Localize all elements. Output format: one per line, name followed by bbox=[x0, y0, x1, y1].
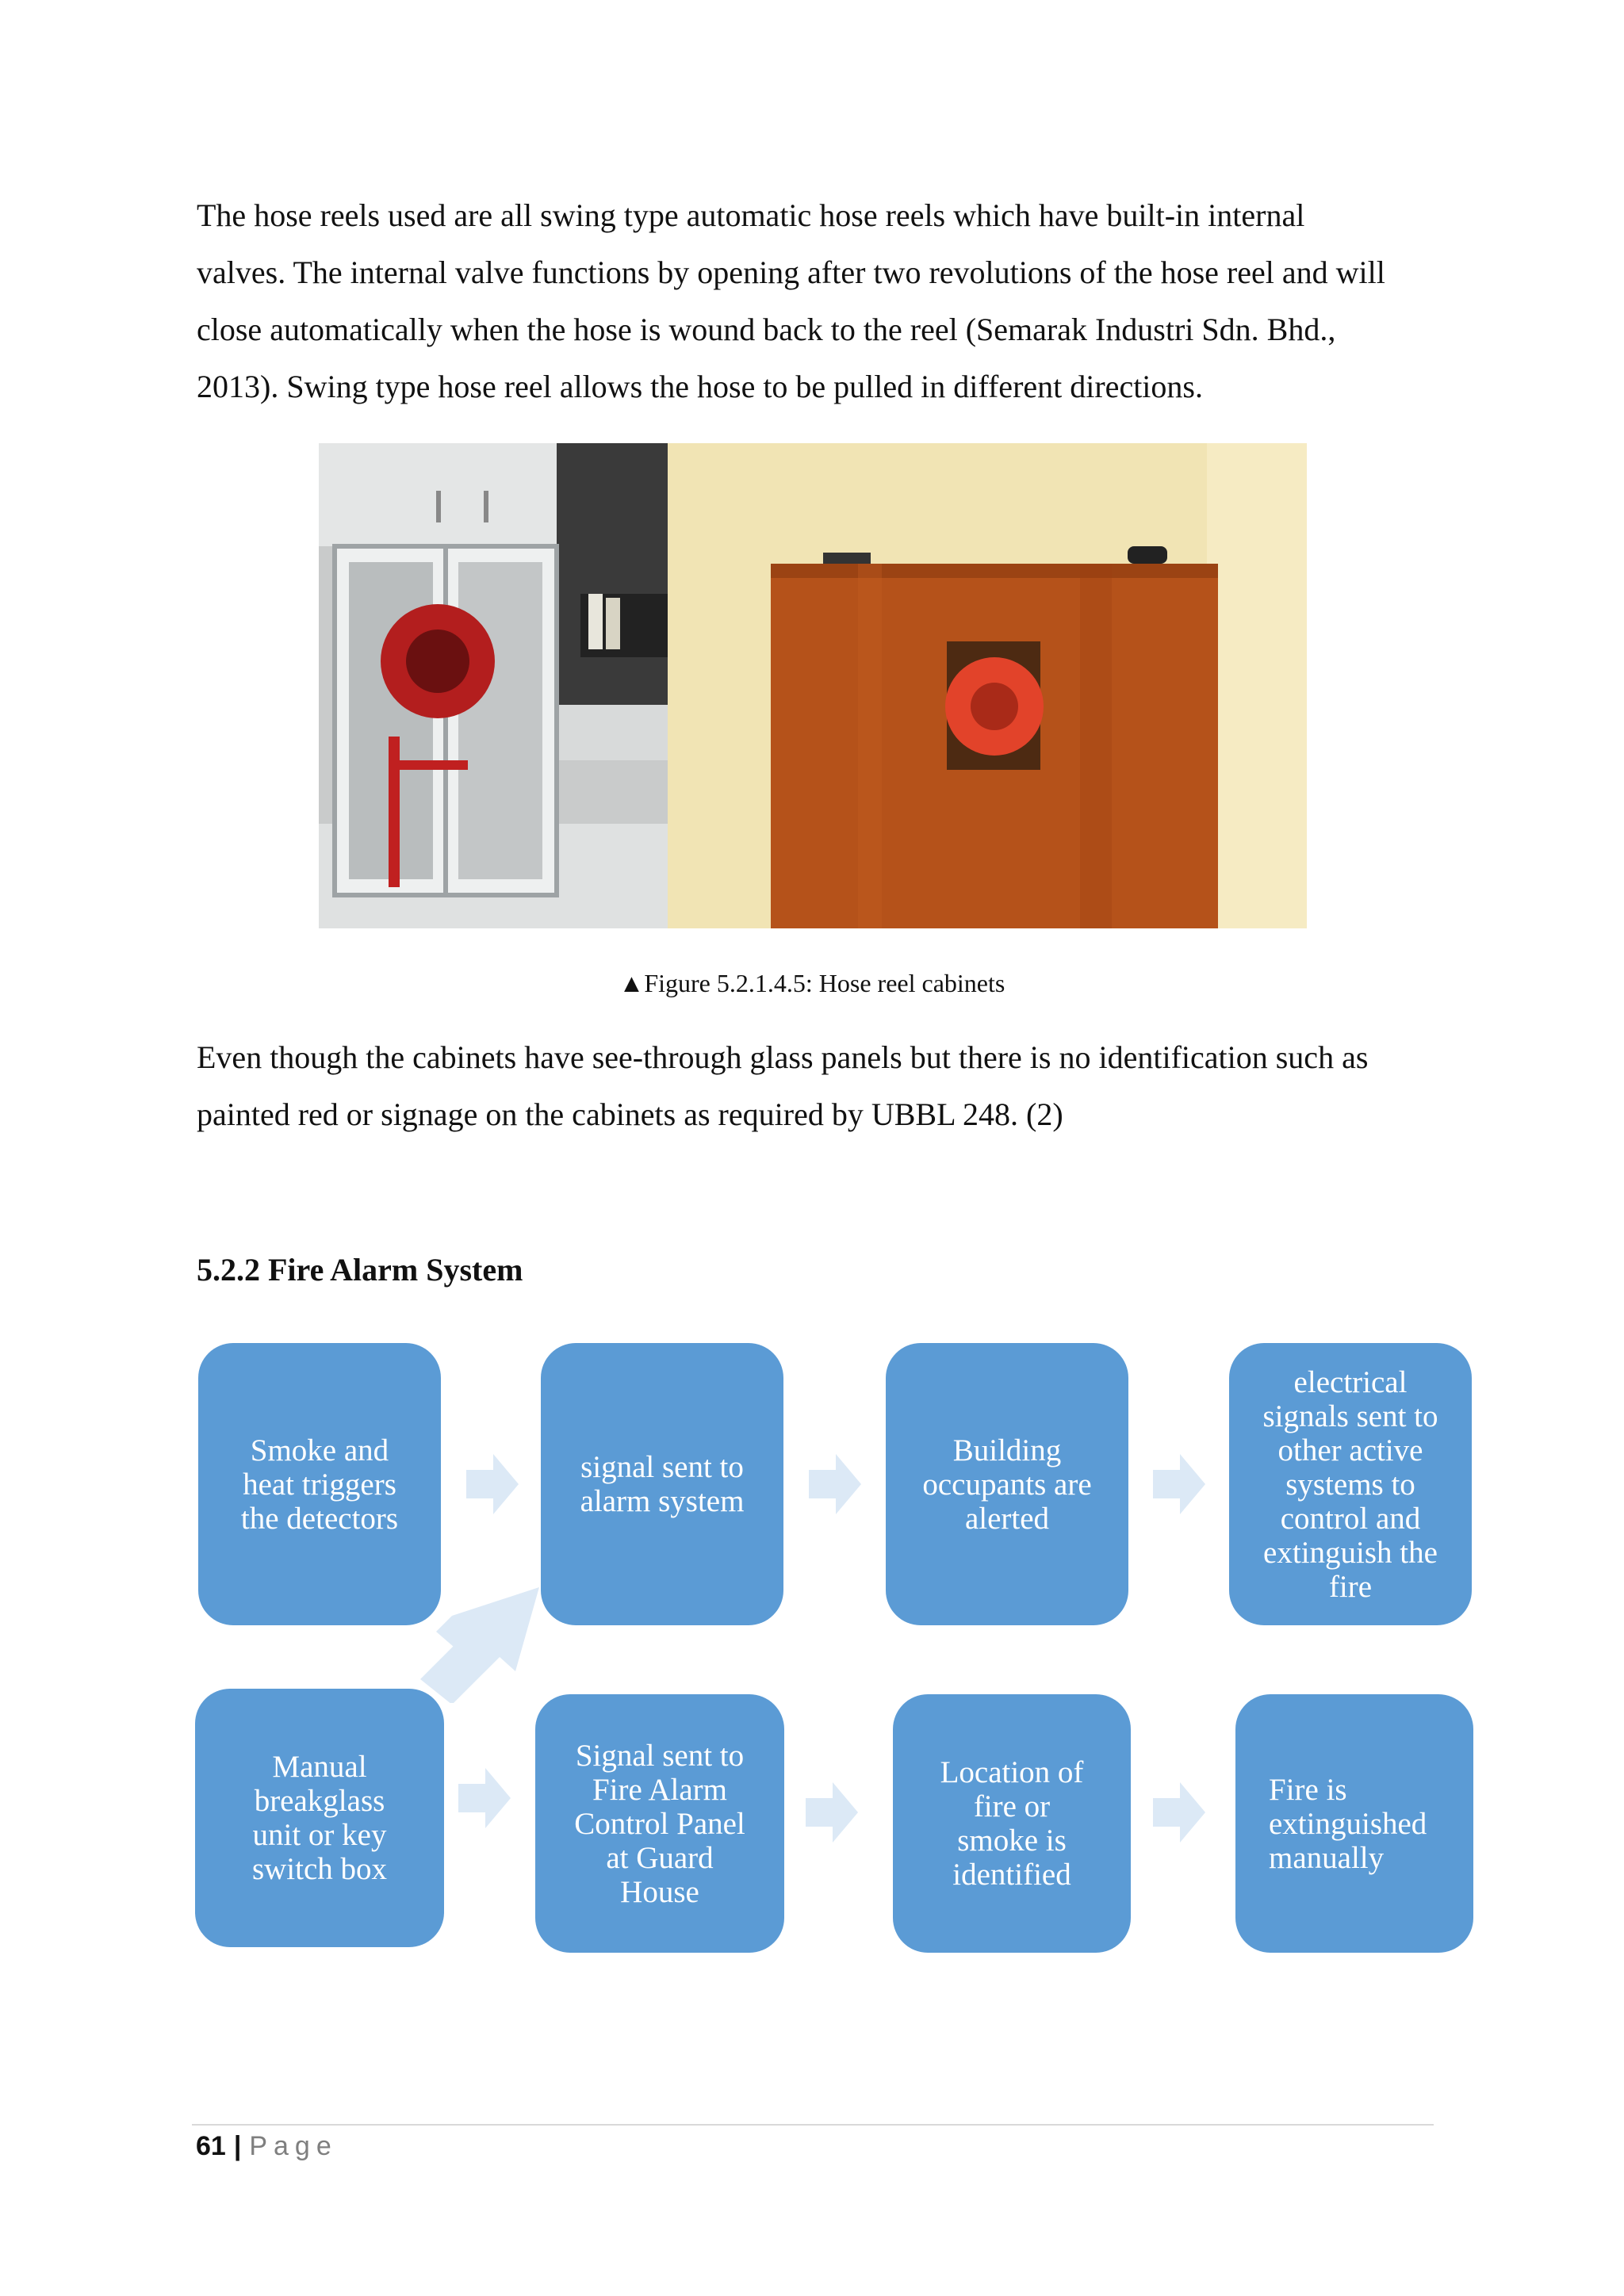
flow-box-signal-alarm-system bbox=[541, 1343, 783, 1625]
flow-box-location-identified bbox=[893, 1694, 1131, 1953]
page-label: Page bbox=[249, 2131, 338, 2161]
flow-arrow-icon bbox=[1153, 1454, 1205, 1514]
page-number: 61 bbox=[196, 2131, 226, 2161]
footer-divider bbox=[192, 2124, 1434, 2126]
photo-glass-cabinet bbox=[319, 443, 668, 928]
flow-box-text: Location of fire or smoke is identified bbox=[940, 1755, 1084, 1892]
flow-box-manual-breakglass bbox=[195, 1689, 444, 1947]
flow-arrow-icon bbox=[1153, 1782, 1205, 1843]
flow-box-text: signal sent to alarm system bbox=[580, 1450, 745, 1518]
flow-box-text: Manual breakglass unit or key switch box bbox=[251, 1750, 388, 1886]
flow-arrow-icon bbox=[458, 1768, 511, 1828]
flow-box-text: Building occupants are alerted bbox=[922, 1433, 1092, 1536]
flow-box-occupants-alerted bbox=[886, 1343, 1128, 1625]
section-heading: 5.2.2 Fire Alarm System bbox=[197, 1252, 523, 1288]
text-line: valves. The internal valve functions by opening after two revolutions of the hose reel and will bbox=[197, 254, 1385, 290]
text-line: Even though the cabinets have see-through glass panels but there is no identification such as bbox=[197, 1039, 1369, 1075]
figure-caption: ▲Figure 5.2.1.4.5: Hose reel cabinets bbox=[619, 969, 1005, 997]
text-line: painted red or signage on the cabinets as required by UBBL 248. (2) bbox=[197, 1096, 1063, 1132]
flow-box-signal-fire-alarm-panel bbox=[535, 1694, 784, 1953]
text-line: 2013). Swing type hose reel allows the hose to be pulled in different directions. bbox=[197, 369, 1203, 404]
footer-separator: | bbox=[233, 2131, 242, 2161]
flow-arrow-icon bbox=[809, 1454, 861, 1514]
flow-box-text: Fire is extinguished manually bbox=[1269, 1772, 1427, 1875]
flow-box-electrical-signals bbox=[1229, 1343, 1472, 1625]
flow-box-text: Signal sent to Fire Alarm Control Panel at Guard House bbox=[574, 1738, 745, 1909]
text-line: close automatically when the hose is wound back to the reel (Semarak Industri Sdn. Bhd., bbox=[197, 312, 1336, 347]
flow-box-text: Smoke and heat triggers the detectors bbox=[240, 1433, 399, 1536]
flow-arrow-icon bbox=[466, 1454, 519, 1514]
paragraph-hose-reels bbox=[197, 187, 1450, 415]
page-footer bbox=[196, 2131, 338, 2162]
flow-box-smoke-heat-triggers bbox=[198, 1343, 441, 1625]
paragraph-cabinet-identification bbox=[197, 1029, 1450, 1143]
flow-box-fire-extinguished bbox=[1235, 1694, 1473, 1953]
flow-box-text: electrical signals sent to other active systems to control and extinguish the fire bbox=[1262, 1364, 1438, 1604]
flow-arrow-icon bbox=[806, 1782, 858, 1843]
photo-wooden-cabinet bbox=[668, 443, 1307, 928]
text-line: The hose reels used are all swing type automatic hose reels which have built-in internal bbox=[197, 197, 1305, 233]
